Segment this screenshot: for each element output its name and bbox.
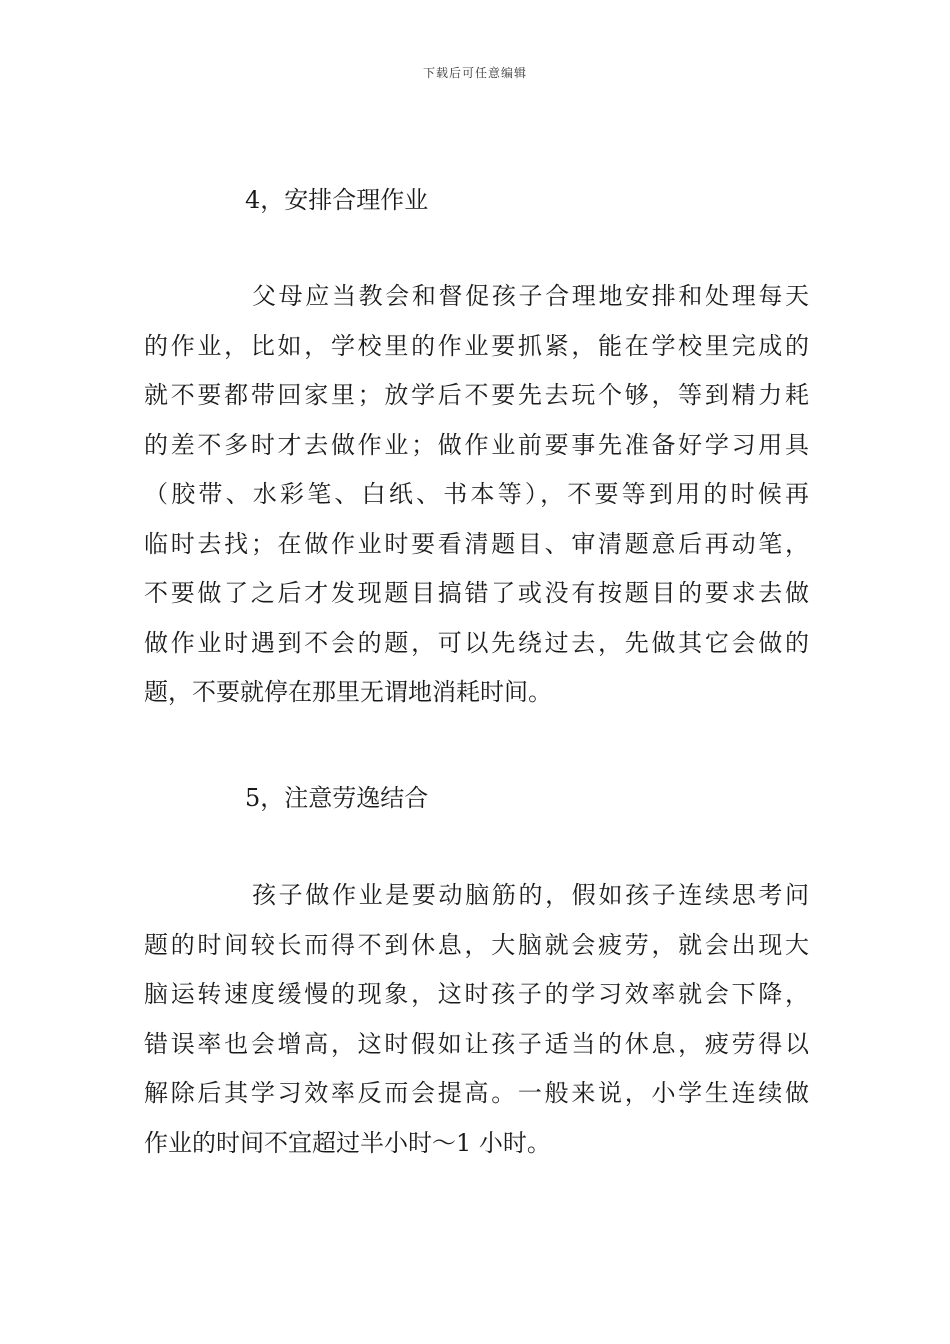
paragraph-line: （胶带、水彩笔、白纸、书本等），不要等到用的时候再: [144, 480, 809, 508]
paragraph-line: 解除后其学习效率反而会提高。一般来说，小学生连续做: [144, 1079, 809, 1107]
paragraph-line: 临时去找；在做作业时要看清题目、审清题意后再动笔，: [144, 529, 809, 558]
paragraph-line: 题，不要就停在那里无谓地消耗时间。: [144, 678, 552, 706]
paragraph-line: 孩子做作业是要动脑筋的，假如孩子连续思考问: [252, 881, 809, 909]
paragraph-line: 错误率也会增高，这时假如让孩子适当的休息，疲劳得以: [144, 1029, 809, 1058]
section-heading-5: 5，注意劳逸结合: [245, 784, 429, 812]
paragraph-line: 做作业时遇到不会的题，可以先绕过去，先做其它会做的: [144, 628, 809, 657]
paragraph-line: 不要做了之后才发现题目搞错了或没有按题目的要求去做: [144, 579, 809, 607]
paragraph-line: 的作业，比如，学校里的作业要抓紧，能在学校里完成的: [144, 331, 809, 360]
paragraph-line: 就不要都带回家里；放学后不要先去玩个够，等到精力耗: [144, 381, 809, 409]
header-note: 下载后可任意编辑: [422, 66, 527, 80]
section-paragraph-4: [144, 272, 809, 718]
section-heading-4: 4，安排合理作业: [245, 186, 429, 214]
paragraph-line: 父母应当教会和督促孩子合理地安排和处理每天: [252, 282, 809, 310]
section-paragraph-5: [144, 871, 809, 1168]
paragraph-line: 脑运转速度缓慢的现象，这时孩子的学习效率就会下降，: [144, 980, 809, 1008]
paragraph-line: 的差不多时才去做作业；做作业前要事先准备好学习用具: [144, 430, 809, 459]
paragraph-line: 题的时间较长而得不到休息，大脑就会疲劳，就会出现大: [144, 930, 809, 959]
paragraph-line: 作业的时间不宜超过半小时～1 小时。: [144, 1128, 551, 1157]
